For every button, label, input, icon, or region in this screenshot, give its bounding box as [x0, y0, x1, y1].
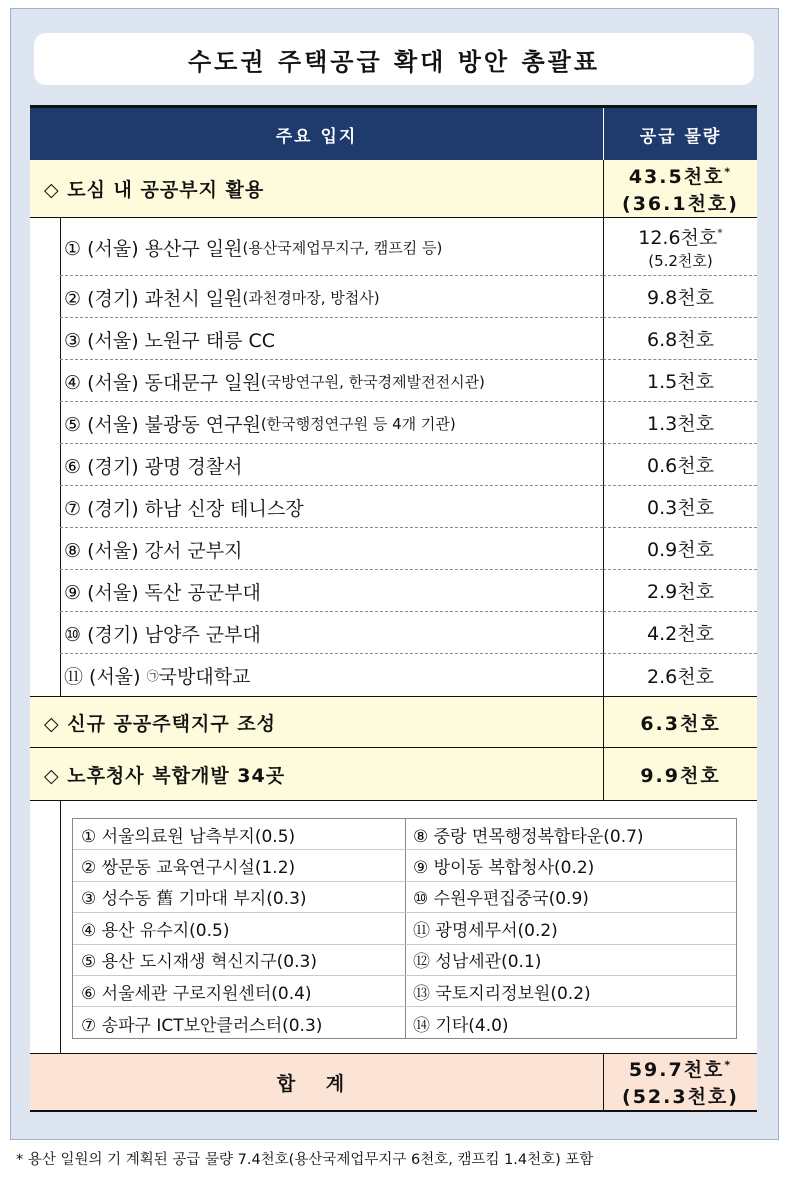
item-label: ⑥ (경기) 광명 경찰서: [64, 455, 243, 478]
item-amount: 6.8천호: [603, 318, 757, 360]
footnote: * 용산 일원의 기 계획된 공급 물량 7.4천호(용산국제업무지구 6천호, 캠프킴 1.4천호) 포함: [16, 1152, 594, 1168]
project-list-right: [405, 819, 736, 1038]
list-item: [30, 218, 757, 276]
item-amount: 0.6천호: [603, 444, 757, 486]
category-amount: 9.9천호: [603, 748, 757, 800]
page-title: 수도권 주택공급 확대 방안 총괄표: [34, 33, 754, 85]
list-item: ⑩ 수원우편집중국(0.9): [405, 882, 736, 913]
header-location: 주요 입지: [275, 126, 358, 147]
list-item: ② 쌍문동 교육연구시설(1.2): [73, 850, 405, 881]
list-item: ⑪ 광명세무서(0.2): [405, 913, 736, 944]
item-amount: 1.5천호: [603, 360, 757, 402]
list-item: [30, 318, 757, 360]
downtown-item-list: [30, 218, 757, 696]
item-label: ④ (서울) 동대문구 일원: [64, 371, 261, 394]
item-amount: 9.8천호: [603, 276, 757, 318]
category-label: ◇ 도심 내 공공부지 활용: [44, 179, 265, 201]
item-detail: (한국행정연구원 등 4개 기관): [260, 414, 456, 433]
list-item: ⑬ 국토지리정보원(0.2): [405, 976, 736, 1007]
list-item: [30, 444, 757, 486]
item-amount: 1.3천호: [603, 402, 757, 444]
total-amount-sub: (52.3천호): [622, 1086, 739, 1108]
item-label: ⑩ (경기) 남양주 군부대: [64, 623, 261, 646]
header-amount: 공급 물량: [603, 108, 757, 160]
item-label: ⑤ (서울) 불광동 연구원: [64, 413, 261, 436]
category-row-old-office: [30, 748, 757, 800]
item-detail: (용산국제업무지구, 캠프킴 등): [242, 238, 443, 257]
category-amount-value: 43.5천호: [628, 165, 725, 188]
summary-table: [30, 105, 757, 1112]
table-header: [30, 108, 757, 160]
footnote-marker: *: [724, 165, 733, 179]
category-amount-sub: (36.1천호): [622, 192, 739, 215]
footnote-marker: *: [717, 226, 723, 240]
item-amount: 12.6천호: [638, 226, 718, 249]
category-amount: 6.3천호: [603, 697, 757, 747]
old-office-project-box: [72, 818, 737, 1039]
item-amount: 2.6천호: [603, 654, 757, 696]
category-label: ◇ 신규 공공주택지구 조성: [44, 712, 276, 735]
list-item: [30, 528, 757, 570]
footnote-marker: *: [724, 1058, 733, 1072]
total-amount-value: 59.7천호: [628, 1059, 725, 1081]
list-item: ④ 용산 유수지(0.5): [73, 913, 405, 944]
item-amount-sub: (5.2천호): [648, 251, 713, 270]
item-amount: 0.3천호: [603, 486, 757, 528]
item-label: ⑪ (서울): [64, 665, 147, 688]
item-label: ⑨ (서울) 독산 공군부대: [64, 581, 261, 604]
item-amount: 2.9천호: [603, 570, 757, 612]
list-item: ⑥ 서울세관 구로지원센터(0.4): [73, 976, 405, 1007]
item-label: ① (서울) 용산구 일원: [64, 237, 243, 260]
pending-mark: ㉠: [146, 668, 159, 683]
item-amount: 0.9천호: [603, 528, 757, 570]
list-item: [30, 612, 757, 654]
list-item: ⑨ 방이동 복합청사(0.2): [405, 850, 736, 881]
item-detail: (국방연구원, 한국경제발전전시관): [260, 372, 485, 391]
item-label: ⑦ (경기) 하남 신장 테니스장: [64, 497, 304, 520]
list-item: ⑧ 중랑 면목행정복합타운(0.7): [405, 819, 736, 850]
category-row-downtown: [30, 160, 757, 218]
item-label: ② (경기) 과천시 일원: [64, 287, 243, 310]
item-detail: (과천경마장, 방첩사): [242, 288, 380, 307]
item-label: ③ (서울) 노원구 태릉 CC: [64, 329, 276, 352]
total-amount: [603, 1054, 757, 1110]
category-label: ◇ 노후청사 복합개발 34곳: [44, 764, 286, 787]
item-amount: 4.2천호: [603, 612, 757, 654]
list-item: ⑭ 기타(4.0): [413, 1015, 509, 1036]
item-detail: 국방대학교: [158, 665, 251, 688]
list-item: ① 서울의료원 남측부지(0.5): [73, 819, 405, 850]
list-item: [30, 276, 757, 318]
list-item: [30, 402, 757, 444]
item-label: ⑧ (서울) 강서 군부지: [64, 539, 243, 562]
list-item: ③ 성수동 舊 기마대 부지(0.3): [73, 882, 405, 913]
list-item: ⑫ 성남세관(0.1): [405, 945, 736, 976]
indent-divider: [60, 801, 61, 1054]
total-label: 합 계: [276, 1072, 357, 1095]
list-item: [30, 486, 757, 528]
list-item: [30, 360, 757, 402]
category-row-new-district: [30, 696, 757, 748]
project-list-left: [73, 819, 406, 1038]
list-item: [30, 654, 757, 696]
list-item: ⑤ 용산 도시재생 혁신지구(0.3): [73, 945, 405, 976]
list-item: [30, 570, 757, 612]
list-item: ⑦ 송파구 ICT보안클러스터(0.3): [81, 1015, 323, 1036]
total-row: [30, 1053, 757, 1110]
category-amount: [603, 160, 757, 217]
